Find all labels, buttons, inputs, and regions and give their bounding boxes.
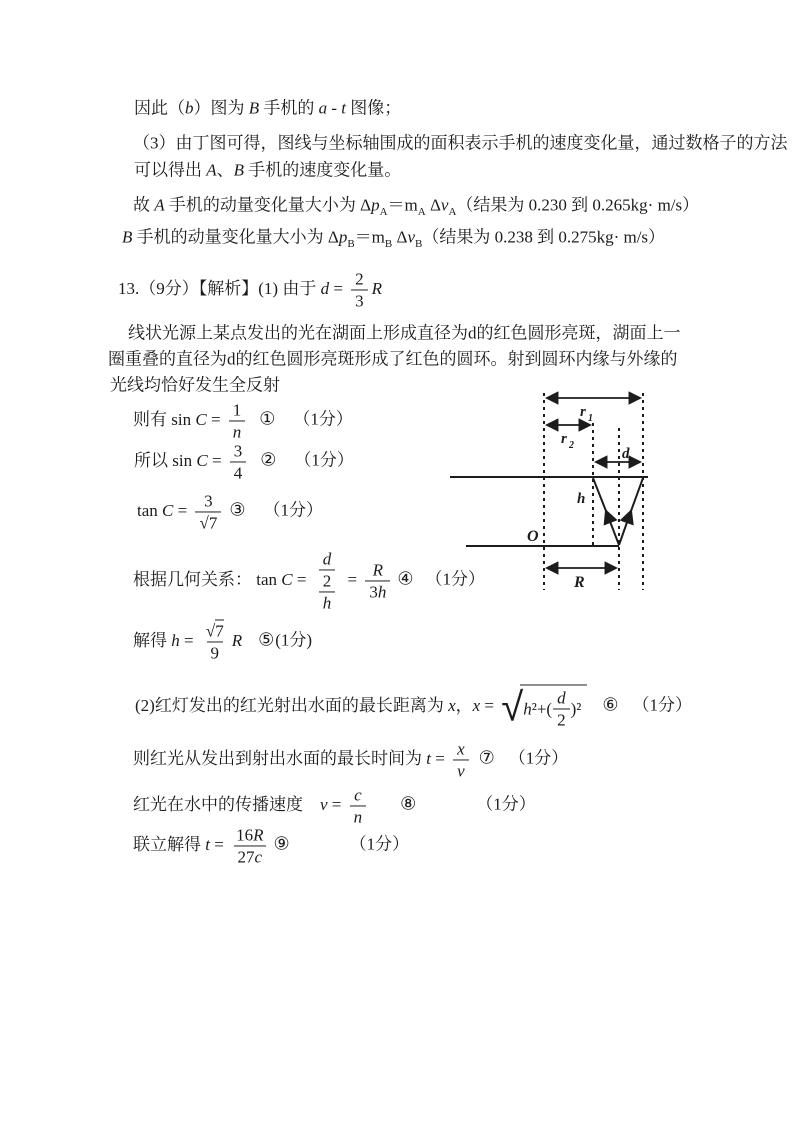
radicand	[520, 684, 587, 729]
numerator: 2	[355, 269, 364, 289]
q12-conclusion-line	[134, 97, 401, 118]
denominator: h	[319, 592, 336, 613]
numerator: d	[322, 549, 332, 569]
equation-1-sinC	[133, 400, 353, 441]
score-label: （1分）	[263, 500, 323, 520]
text: 则红光从发出到射出水面的最长时间为	[133, 748, 427, 768]
equation-5-h	[133, 621, 312, 662]
radical-sign: √	[205, 621, 216, 641]
light-ray-right	[619, 478, 643, 545]
score-label: （1分）	[349, 834, 410, 854]
variable-A: A	[206, 160, 217, 180]
variable-A: A	[154, 195, 165, 215]
variable-C: C	[281, 569, 293, 589]
variable-p: p	[338, 227, 348, 247]
step-tag-7: ⑦	[478, 747, 495, 768]
subscript: A	[448, 205, 457, 218]
step-tag-6: ⑥	[602, 694, 619, 715]
equals: =	[327, 794, 346, 814]
equation-7-t	[133, 739, 568, 780]
text: 则有	[133, 409, 172, 429]
subscript: A	[379, 205, 388, 218]
equals: =	[179, 630, 198, 650]
fraction-d-2	[319, 549, 336, 590]
fraction-3-sqrt7	[195, 491, 221, 532]
step-tag-1: ①	[259, 408, 276, 429]
label-r2: r	[561, 431, 567, 447]
radical-sign: √	[501, 684, 524, 730]
subscript: B	[414, 237, 423, 250]
equals: =	[329, 278, 348, 298]
equation-2-sinC	[134, 441, 354, 482]
delta: Δ	[327, 227, 339, 247]
label-O: O	[527, 528, 539, 545]
radicand: 7	[215, 621, 224, 641]
equals: =	[209, 834, 229, 854]
fraction-R-3h	[365, 560, 390, 601]
equation-8-v	[133, 785, 536, 826]
text: (1) 由于	[258, 278, 321, 298]
numerator	[232, 825, 267, 845]
variable-v: v	[407, 227, 415, 247]
result-range: （结果为 0.238 到 0.275kg· m/s）	[422, 227, 666, 247]
text: 手机的动量变化量大小为	[132, 227, 328, 247]
score-label: （1分）	[425, 569, 485, 589]
subscript: B	[347, 237, 355, 250]
score-label: （1分）	[632, 695, 692, 715]
step-tag-3: ③	[229, 499, 246, 520]
text: 、	[216, 160, 234, 180]
step-tag-2: ②	[260, 449, 277, 470]
coefficient: 27	[237, 847, 255, 867]
q13-paragraph-line2	[108, 348, 678, 369]
variable-B: B	[233, 160, 245, 180]
label-d: d	[622, 446, 630, 462]
variable-x: x	[472, 695, 481, 715]
text: 所以	[134, 450, 173, 470]
variable-C: C	[196, 450, 208, 470]
q12-momentum-A-line	[133, 194, 699, 219]
score-label: （1分）	[293, 409, 353, 429]
numerator: c	[354, 785, 362, 805]
label-r2-sub: 2	[569, 440, 574, 451]
question-number: 13.（9分）	[118, 278, 199, 298]
denominator: 2	[553, 709, 570, 730]
q12-momentum-B-line	[122, 226, 665, 251]
q12-point3-line1	[133, 132, 788, 153]
fraction-sqrt7-9	[202, 621, 228, 662]
function-tan: tan	[256, 569, 282, 589]
text: 红光在水中的传播速度	[133, 794, 320, 814]
equals: =	[430, 748, 450, 768]
q13-paragraph-line1	[128, 322, 681, 343]
text: ）图为	[193, 98, 249, 118]
text: 光线均恰好发生全反射	[110, 375, 280, 395]
numerator: R	[372, 560, 383, 580]
text: 可以得出	[134, 160, 207, 180]
equation-4-geometry	[133, 549, 485, 612]
variable-C: C	[195, 409, 207, 429]
radical-sign: √	[199, 513, 209, 533]
step-tag-8: ⑧	[400, 793, 417, 814]
denominator: 4	[230, 462, 247, 483]
text: 根据几何关系：	[133, 569, 257, 589]
delta: Δ	[425, 195, 441, 215]
numerator: 3	[233, 441, 243, 461]
fraction-16R-27c	[232, 825, 267, 866]
equation-9-final	[133, 825, 409, 866]
variable-h: h	[523, 699, 532, 719]
denominator: v	[453, 760, 469, 781]
text: 联立解得	[133, 834, 206, 854]
fraction-d-2	[553, 688, 570, 729]
variable-b: b	[185, 98, 194, 118]
variable-C: C	[162, 500, 174, 520]
text: 图像；	[346, 98, 402, 118]
variable-R: R	[253, 825, 264, 845]
denominator	[195, 512, 221, 533]
sqrt-expression	[501, 684, 587, 729]
variable-d: d	[320, 278, 330, 298]
label-h: h	[577, 491, 586, 507]
variable-R: R	[371, 278, 383, 298]
equals: =	[480, 695, 499, 715]
variable-h: h	[171, 630, 180, 650]
text: ²+(	[531, 699, 553, 719]
fraction-1-n	[229, 400, 246, 441]
score-label: (1分)	[275, 630, 313, 650]
variable-R: R	[231, 630, 243, 650]
subscript: A	[417, 205, 426, 218]
equals: =	[207, 450, 226, 470]
function-tan: tan	[137, 500, 163, 520]
q13-header-line	[118, 269, 382, 310]
variable-B: B	[122, 227, 133, 247]
equation-3-tanC	[137, 491, 323, 532]
variable-B: B	[248, 98, 260, 118]
variable-x: x	[448, 695, 456, 715]
denominator: 9	[207, 642, 224, 663]
complex-fraction	[315, 549, 340, 612]
step-tag-4: ④	[397, 568, 414, 589]
equals: =	[173, 500, 192, 520]
score-label: （1分）	[476, 794, 536, 814]
variable-v: v	[440, 195, 449, 215]
delta: Δ	[392, 227, 408, 247]
text: 手机的动量变化量大小为	[164, 195, 361, 215]
text: 解得	[133, 630, 172, 650]
text: 线状光源上某点发出的光在湖面上形成直径为d的红色圆形亮斑，湖面上一	[128, 323, 681, 343]
equals-m: ＝m	[354, 227, 385, 247]
equation-6-x	[135, 684, 692, 729]
variable-at: a - t	[318, 98, 347, 118]
denominator: n	[350, 806, 367, 827]
delta: Δ	[360, 195, 372, 215]
equals: =	[343, 569, 362, 589]
text: 圈重叠的直径为d的红色圆形亮斑形成了红色的圆环。射到圆环内缘与外缘的	[108, 349, 678, 369]
equals: =	[292, 569, 311, 589]
step-tag-9: ⑨	[273, 833, 290, 854]
text: 故	[133, 195, 155, 215]
comma: ，	[455, 695, 473, 715]
denominator	[365, 581, 390, 602]
optics-diagram	[435, 385, 675, 610]
coefficient: 3	[369, 582, 378, 602]
text: （3）由丁图可得，图线与坐标轴围成的面积表示手机的速度变化量，通过数格子的方法	[133, 133, 788, 153]
label-R: R	[574, 574, 585, 591]
label-r1-sub: 1	[588, 413, 593, 424]
score-label: （1分）	[294, 450, 354, 470]
score-label: （1分）	[508, 748, 569, 768]
denominator	[234, 846, 267, 867]
denominator: 2	[319, 569, 336, 590]
equals-m: ＝m	[387, 195, 418, 215]
denominator: n	[229, 421, 246, 442]
fraction-2-3	[351, 269, 368, 310]
text: 手机的速度变化量。	[244, 160, 402, 180]
fraction-c-n	[350, 785, 367, 826]
equals: =	[206, 409, 225, 429]
numerator: x	[457, 739, 465, 759]
text: )²	[570, 699, 582, 719]
fraction-3-4	[230, 441, 247, 482]
analysis-tag: 【解析】	[198, 278, 259, 298]
numerator: 3	[204, 491, 213, 511]
radicand: 7	[208, 513, 218, 533]
subscript: B	[384, 237, 393, 250]
text: (2)红灯发出的红光射出水面的最长距离为	[135, 695, 449, 715]
label-r1: r	[580, 404, 586, 420]
numerator	[202, 621, 228, 641]
result-range: （结果为 0.230 到 0.265kg· m/s）	[456, 195, 700, 215]
function-sin: sin	[171, 409, 196, 429]
variable-t: t	[205, 834, 210, 854]
function-sin: sin	[172, 450, 197, 470]
q13-paragraph-line3	[110, 374, 280, 395]
q12-point3-line2	[134, 159, 401, 180]
variable-t: t	[426, 748, 431, 768]
step-tag-5: ⑤	[258, 629, 275, 650]
text: 手机的	[259, 98, 319, 118]
coefficient: 16	[236, 825, 254, 845]
variable-c: c	[254, 847, 263, 867]
light-ray-left	[593, 478, 619, 545]
variable-p: p	[371, 195, 380, 215]
variable-v: v	[320, 794, 328, 814]
numerator	[315, 549, 340, 591]
numerator: 1	[232, 400, 242, 420]
text: 因此（	[134, 98, 185, 118]
variable-h: h	[377, 582, 387, 602]
denominator: 3	[351, 290, 368, 311]
numerator: d	[557, 688, 566, 708]
fraction-x-v	[453, 739, 469, 780]
